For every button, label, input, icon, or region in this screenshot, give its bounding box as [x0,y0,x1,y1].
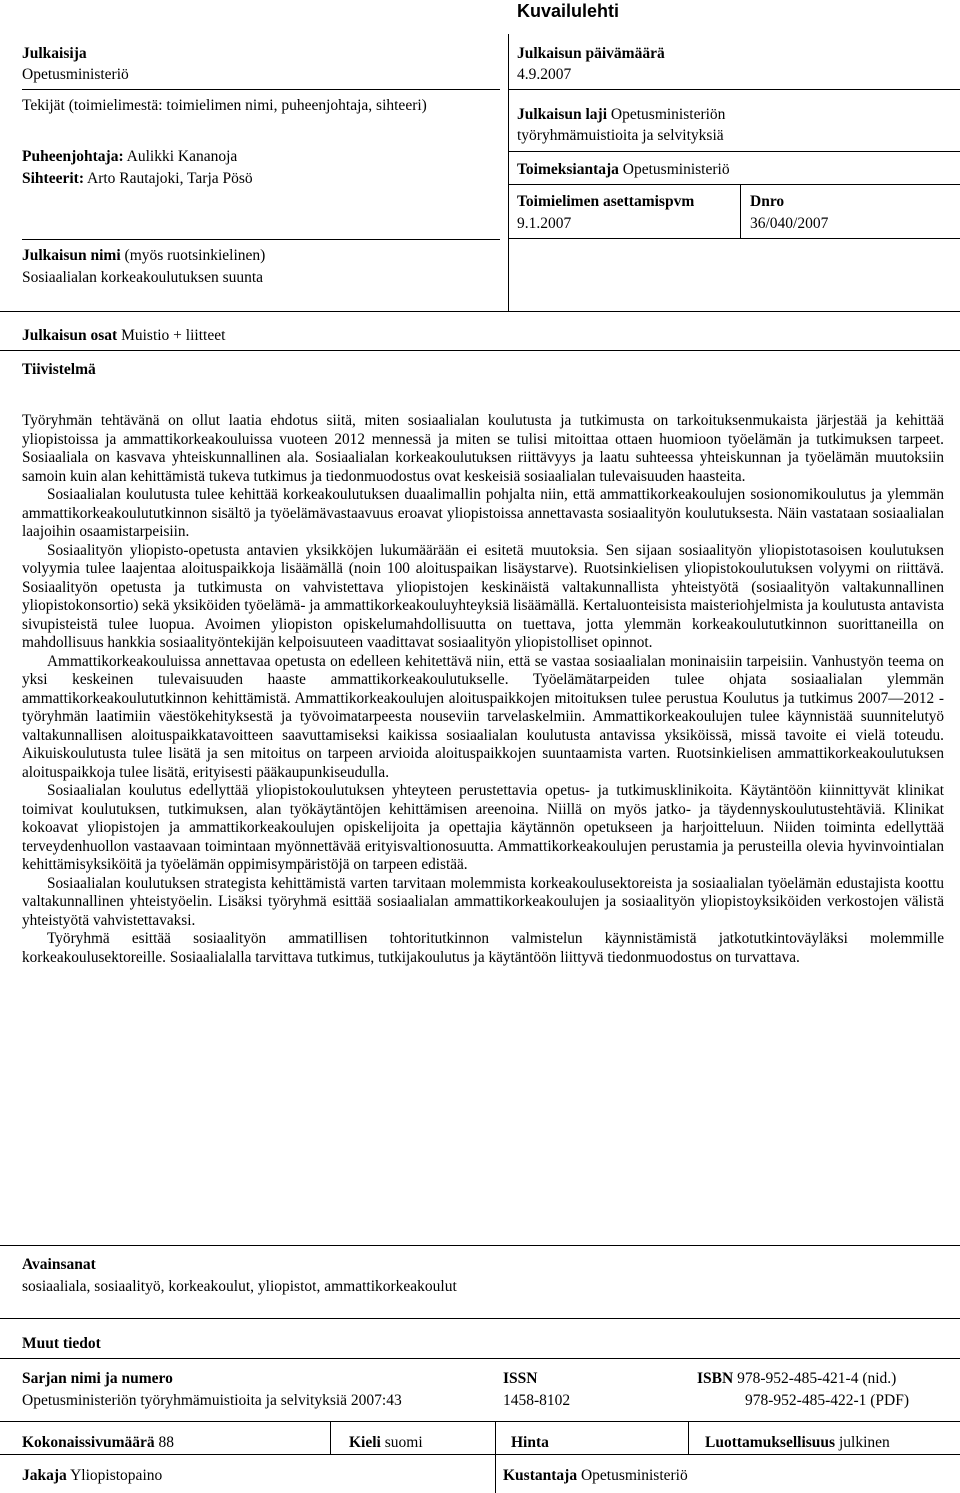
divider [508,89,960,90]
divider [0,1245,960,1246]
divider [0,1318,960,1319]
pub-name-value: Sosiaalialan korkeakoulutuksen suunta [22,269,264,286]
pub-type-label: Julkaisun laji [517,106,608,123]
series-label: Sarjan nimi ja numero [22,1370,173,1387]
distributor-label: Jakaja [22,1467,67,1484]
pub-parts-line [22,326,225,346]
commissioner-value: Opetusministeriö [622,161,730,178]
isbn-value-1: 978-952-485-421-4 (nid.) [737,1370,897,1387]
document-title: Kuvailulehti [517,1,620,21]
confidentiality-value: julkinen [838,1434,890,1451]
isbn-label: ISBN [697,1370,734,1387]
cell-divider [495,1421,496,1454]
secretaries-value: Arto Rautajoki, Tarja Pösö [87,170,253,187]
language-label: Kieli [349,1434,381,1451]
divider [0,311,960,312]
summary-paragraph: Ammattikorkeakouluissa annettavaa opetusta on edelleen kehitettävä niin, että se vastaa sosiaalialan moninaisiin tarpeisiin. Vanhustyön teema on yksi keskeinen tulevaisuuden haaste ammattikorkeakoulutukselle. Työelämätarpeiden tulee ohjata sosiaalialan ylemmän ammattikorkeakoulututkinnon kehittämistä. Ammattikorkeakoulujen aloituspaikkojen mitoituksen tulee perustua Koulutus ja tutkimus 2007—2012 -työryhmän laatimiin väestökehityksestä ja työvoimatarpeesta nouseviin tarvelaskelmiin. Ammattikorkeakoulujen tulee käynnistää suunnitelutyö valtakunnallisen aloituspaikkatavoitteen saavuttamiseksi kaikissa sosiaalialan koulutusta antavissa yksiköissä, missä tavoite ei vielä toteudu. Aikuiskoulutusta tulee lisätä ja sen mitoitus on tarpeen arvioida aloituspaikkojen suuntaamista varten. Ruotsinkielisen ammattikorkeakoulutuksen aloituspaikkoja tulee lisätä, erityisesti pääkaupunkiseudulla. [22,652,944,781]
issn-label: ISSN [503,1370,538,1387]
divider [22,89,500,90]
divider [0,1358,960,1359]
chair-line [22,147,237,167]
commissioner-label: Toimeksiantaja [517,161,619,178]
keywords-value: sosiaaliala, sosiaalityö, korkeakoulut, yliopistot, ammattikorkeakoulut [22,1278,457,1295]
dnro-value: 36/040/2007 [750,215,829,232]
pages-line [22,1433,174,1453]
pages-label: Kokonaissivumäärä [22,1434,155,1451]
dnro-divider [740,184,741,238]
issn-value: 1458-8102 [503,1392,571,1409]
cell-divider [495,1454,496,1493]
confidentiality-line [705,1433,890,1453]
chair-value: Aulikki Kananoja [126,148,238,165]
authors-label: Tekijät (toimielimestä: toimielimen nimi, puheenjohtaja, sihteeri) [22,97,427,114]
pub-name-label-rest: (myös ruotsinkielinen) [124,247,266,264]
summary-text [22,412,944,967]
publisher-label: Julkaisija [22,45,87,62]
cell-divider [688,1421,689,1454]
divider [22,239,500,240]
distributor-value: Yliopistopaino [70,1467,163,1484]
pub-date-label: Julkaisun päivämäärä [517,45,665,62]
summary-paragraph: Sosiaalialan koulutuksen strategista kehittämistä varten tarvitaan molemmista korkeakoulusektoreista ja sosiaalialan työelämän edustajista koottu valtakunnallinen yhteistyöelin. Lisäksi työryhmä esittää sosiaalialan ammattikorkeakoulujen ja sosiaalityön yliopistoyksiköiden verkostojen välistä yhteistyötä vahvistettavaksi. [22,874,944,929]
chair-label: Puheenjohtaja: [22,148,124,165]
summary-paragraph: Sosiaalialan koulutus edellyttää yliopistokoulutuksen yhteyteen perustettavia opetus- ja tutkimusklinikoita. Käytäntöön kiinnittyvät klinikat toimivat koulutuksen, tutkimuksen, alan työkäytäntöjen kehittämisen areenoina. Niillä on myös jatko- ja täydennyskoulutustehtäviä. Klinikat kokoavat yliopistojen ja ammattikorkeakoulujen opiskelijoita ja opettajia käytännön opetukseen ja harjoitteluun. Niiden toiminta edellyttää terveydenhuollon vastaavaan toimintaan myönnettävää erityisvaltionosuutta. Ammattikorkeakoulujen perustamia ja perusteilla olevia hyvinvointialan kehittämisyksiköitä ja työelämän oppimisympäristöjä on tarpeen edistää. [22,782,944,873]
divider [0,1454,960,1455]
pub-type-value-2: työryhmämuistioita ja selvityksiä [517,127,724,144]
pub-type-line [517,105,725,125]
dnro-label: Dnro [750,193,785,210]
divider [0,1421,960,1422]
divider [508,151,960,152]
publisher2-label: Kustantaja [503,1467,578,1484]
publisher2-line [503,1466,688,1486]
isbn-value-2: 978-952-485-422-1 (PDF) [745,1392,910,1409]
keywords-label: Avainsanat [22,1256,96,1273]
publisher2-value: Opetusministeriö [580,1467,688,1484]
pub-parts-value: Muistio + liitteet [121,327,226,344]
summary-paragraph: Työryhmä esittää sosiaalityön ammatillisen tohtoritutkinnon valmistelun käynnistämistä jatkotutkintoväyläksi molemmille korkeakoulusektoreille. Sosiaalialalla tarvittava tutkimus, tutkijakoulutus ja käytäntöön liittyvä tiedonmuodostus on turvattava. [22,930,944,966]
established-label: Toimielimen asettamispvm [517,193,695,210]
pub-parts-label: Julkaisun osat [22,327,118,344]
header-divider-vertical [508,34,509,311]
pub-name-label-line [22,246,265,266]
summary-paragraph: Työryhmän tehtävänä on ollut laatia ehdotus siitä, miten sosiaalialan koulutusta ja tutkimusta on tarkoituksenmukaista järjestää ja kehittää yliopistoissa ja ammattikorkeakouluissa vuoteen 2012 mennessä ja miten se tulisi mitoittaa ottaen huomioon työelämän ja tutkimuksen tarpeet. Sosiaaliala on kasvava yhteiskunnallinen ala. Sosiaalialan korkeakoulutuksen riittävyys ja laatu suhteessa yhteiskunnan ja työelämän muutoksiin samoin kuin alan kehittämistä tukeva tutkimus ja tiedonmuodostus ovat keskeisiä sosiaalialan tulevaisuuden haasteita. [22,412,944,485]
summary-label: Tiivistelmä [22,361,96,378]
series-value: Opetusministeriön työryhmämuistioita ja selvityksiä 2007:43 [22,1392,402,1409]
divider [508,238,960,239]
established-value: 9.1.2007 [517,215,572,232]
pub-type-value: Opetusministeriön [610,106,726,123]
distributor-line [22,1466,162,1486]
cell-divider [330,1421,331,1454]
language-value: suomi [384,1434,423,1451]
language-line [349,1433,423,1453]
commissioner-line [517,160,730,180]
confidentiality-label: Luottamuksellisuus [705,1434,836,1451]
isbn-line [697,1369,896,1389]
summary-paragraph: Sosiaalialan koulutusta tulee kehittää korkeakoulutuksen duaalimallin pohjalta niin, että ammattikorkeakoulujen sosionomikoulutus ja ylemmän ammattikorkeakoulututkinnon sisältö ja työelämävastaavuus eroavat yliopistoissa annettavasta sosiaalityön koulutuksesta. Näin vastataan sosiaalialan laajoihin osaamistarpeisiin. [22,486,944,540]
secretaries-line [22,169,253,189]
price-label: Hinta [511,1434,549,1451]
secretaries-label: Sihteerit: [22,170,84,187]
other-info-label: Muut tiedot [22,1335,101,1352]
divider [0,350,960,351]
publisher-value: Opetusministeriö [22,66,129,83]
divider [508,184,960,185]
summary-paragraph: Sosiaalityön yliopisto-opetusta antavien yksikköjen lukumäärään ei esitetä muutoksia. Sen sijaan sosiaalityön yliopistotasoisen koulutuksen volyymia tulee laajentaa aloituspaikkoja lisäämällä (noin 100 aloituspaikan lisäystarve). Ruotsinkielisen yliopistokoulutuksen volyymi on riittävä. Sosiaalityön opetusta ja tutkimusta on vahvistettava yliopistojen keskinäistä valtakunnallista yhteistyötä (sosiaalityön valtakunnallinen yliopistokonsortio) sekä yksiköiden työelämä- ja ammattikorkeakouluyhteyksiä lisäämällä. Kertaluonteisista maisteriohjelmista ja koulutusta antavista sivupisteistä tulee luopua. Avoimen yliopiston opiskelumahdollisuutta on tuettava, jotta ylemmän korkeakoulututkinnon suorittaneilla on mahdollisuus hankkia sosiaalityöntekijän kelpoisuuteen vaadittavat sosiaalityön yliopistolliset opinnot. [22,541,944,651]
pub-date-value: 4.9.2007 [517,66,572,83]
pages-value: 88 [158,1434,175,1451]
pub-name-label: Julkaisun nimi [22,247,121,264]
